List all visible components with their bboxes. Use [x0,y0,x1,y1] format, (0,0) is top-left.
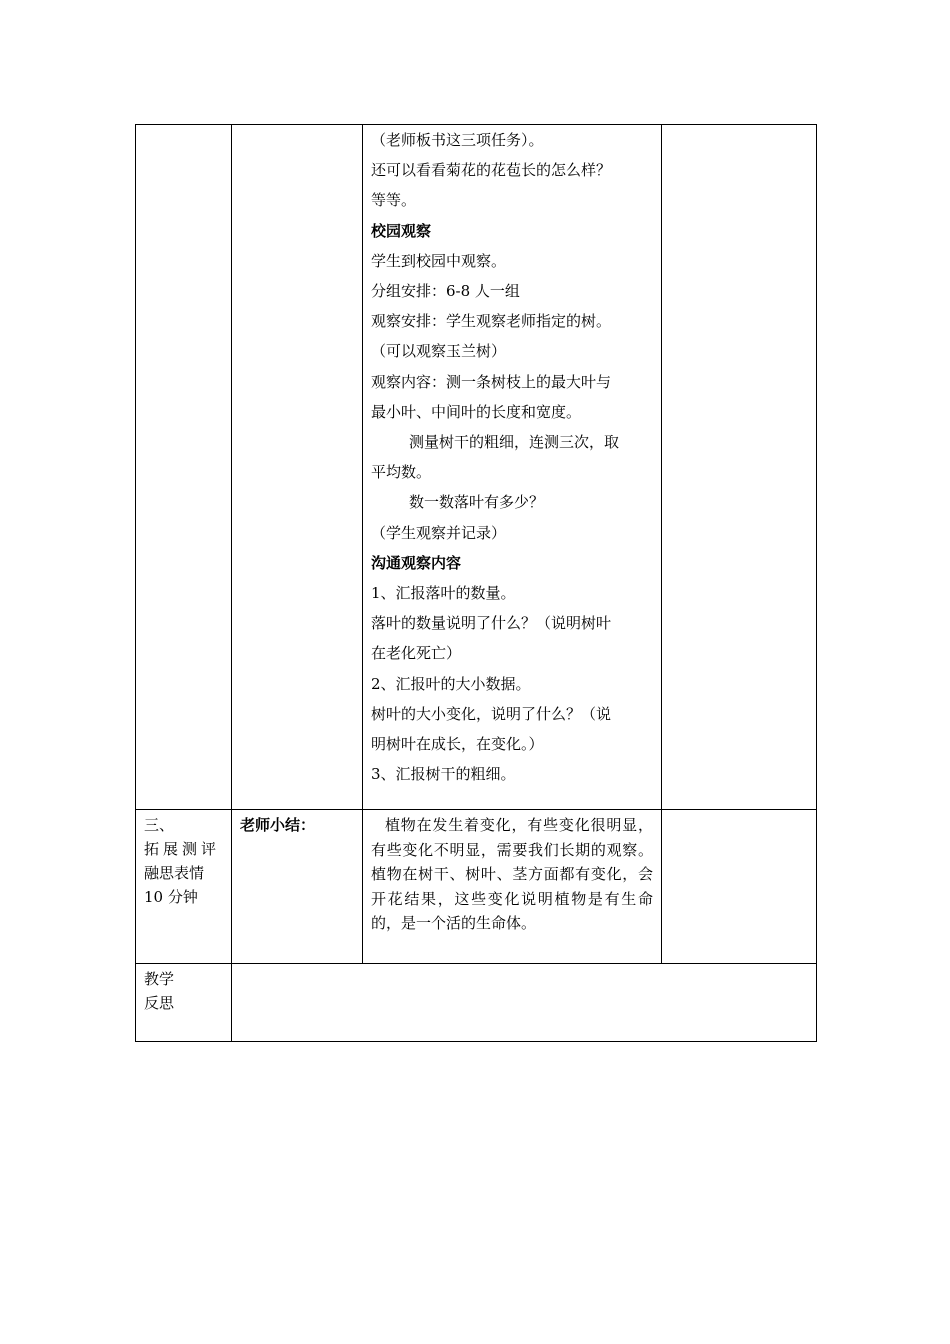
activity-line: 数一数落叶有多少？ [409,493,545,512]
section-heading: 校园观察 [371,221,432,240]
reflection-content-cell [232,964,817,1042]
activity-line: 观察安排：学生观察老师指定的树。 [371,312,612,331]
table-row [136,964,817,1042]
summary-label: 老师小结： [232,810,363,964]
activity-cell [363,125,662,810]
stage-subtitle: 融思表情 [144,864,205,882]
stage-title: 拓展测评 [144,840,221,858]
stage-duration: 10 分钟 [144,888,198,906]
notes-cell [662,125,817,810]
stage-number: 三、 [144,816,175,834]
stage-cell [136,125,232,810]
activity-line: 明树叶在成长，在变化。） [371,735,544,754]
activity-line: 落叶的数量说明了什么？（说明树叶 [371,614,612,633]
activity-line: 测量树干的粗细，连测三次，取 [409,433,620,452]
summary-text-cell [363,810,662,964]
stage-cell [136,810,232,964]
activity-line: （老师板书这三项任务）。 [371,131,544,149]
table-row [136,810,817,964]
section-heading: 沟通观察内容 [371,553,462,572]
activity-line: 观察内容：测一条树枝上的最大叶与 [371,372,612,391]
activity-line: （可以观察玉兰树） [371,342,507,361]
activity-lines [371,125,653,789]
activity-line: 等等。 [371,191,417,210]
activity-line: 1、汇报落叶的数量。 [371,584,516,603]
activity-line: 平均数。 [371,463,432,482]
reflection-label-line: 教学 [144,970,175,988]
activity-line: 2、汇报叶的大小数据。 [371,674,531,693]
activity-line: 树叶的大小变化，说明了什么？（说 [371,704,612,723]
reflection-label-cell [136,964,232,1042]
activity-line: （学生观察并记录） [371,523,507,542]
table-row [136,125,817,810]
label-cell [232,125,363,810]
activity-line: 3、汇报树干的粗细。 [371,765,516,784]
notes-cell [662,810,817,964]
activity-line: 学生到校园中观察。 [371,251,507,270]
activity-line: 还可以看看菊花的花苞长的怎么样？ [371,161,612,180]
reflection-label-line: 反思 [144,994,175,1012]
lesson-plan-table [135,124,817,1042]
summary-text: 植物在发生着变化，有些变化很明显，有些变化不明显，需要我们长期的观察。植物在树干、树叶、茎方面都有变化，会开花结果，这些变化说明植物是有生命的，是一个活的生命体。 [371,816,653,933]
activity-line: 在老化死亡） [371,644,462,663]
activity-line: 最小叶、中间叶的长度和宽度。 [371,402,582,421]
activity-line: 分组安排：6-8 人一组 [371,282,520,301]
